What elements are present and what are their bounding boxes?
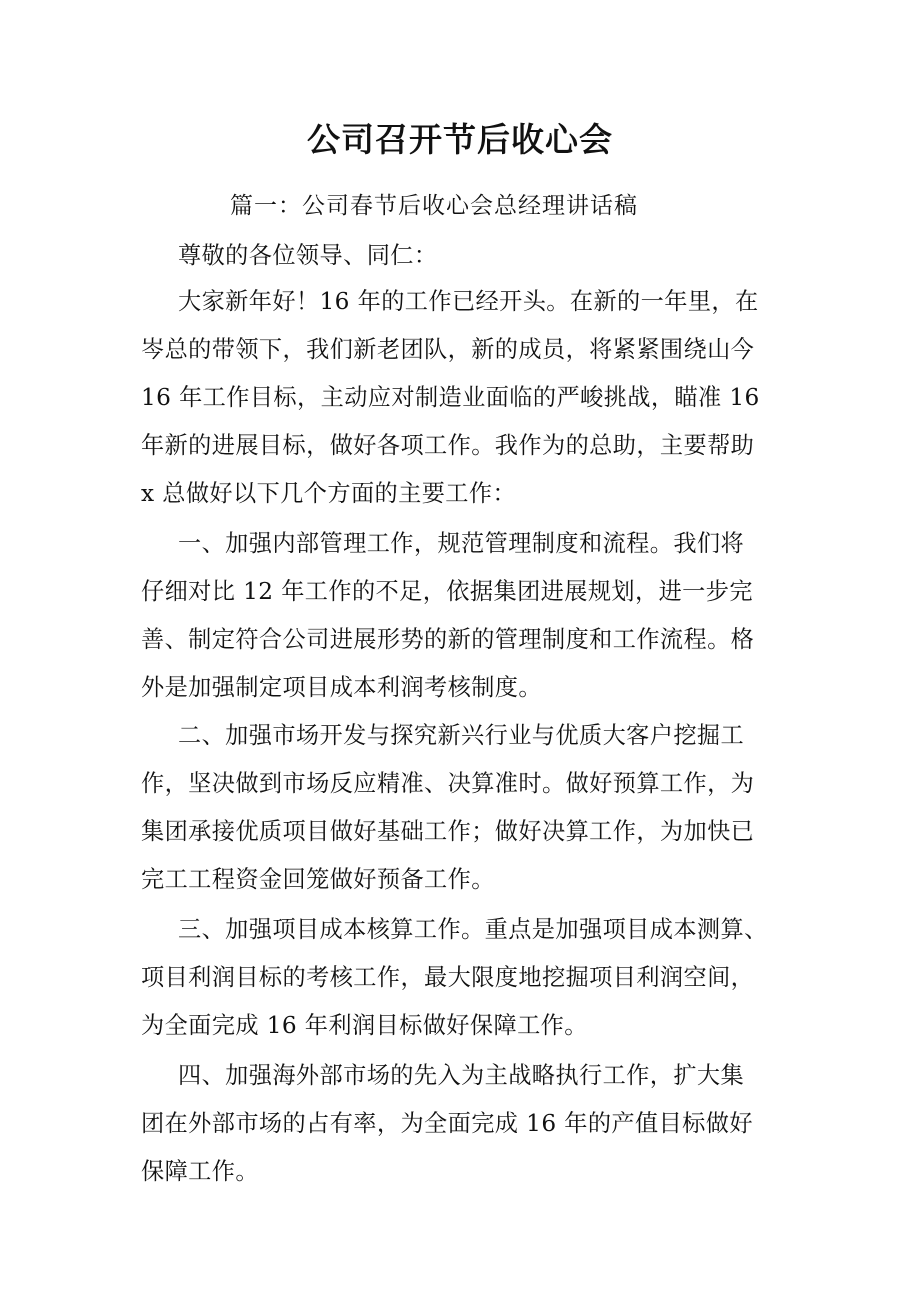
- paragraph-line: 团在外部市场的占有率，为全面完成 16 年的产值目标做好: [141, 1110, 753, 1137]
- paragraph-line: 16 年工作目标，主动应对制造业面临的严峻挑战，瞄准 16: [141, 384, 760, 411]
- paragraph-line: 为全面完成 16 年利润目标做好保障工作。: [141, 1012, 588, 1039]
- paragraph-line: 项目利润目标的考核工作，最大限度地挖掘项目利润空间，: [141, 964, 755, 991]
- paragraph-line: 保障工作。: [141, 1158, 259, 1185]
- paragraph-line: 大家新年好！16 年的工作已经开头。在新的一年里，在: [178, 288, 759, 315]
- paragraph-line: 外是加强制定项目成本利润考核制度。: [141, 674, 542, 701]
- paragraph-line: 尊敬的各位领导、同仁：: [178, 242, 438, 269]
- document-title: 公司召开节后收心会: [307, 120, 613, 159]
- paragraph-line: 集团承接优质项目做好基础工作；做好决算工作，为加快已: [141, 818, 755, 845]
- paragraph-line: 四、加强海外部市场的先入为主战略执行工作，扩大集: [178, 1062, 745, 1089]
- paragraph-line: 善、制定符合公司进展形势的新的管理制度和工作流程。格: [141, 626, 755, 653]
- document-subtitle: 篇一：公司春节后收心会总经理讲话稿: [230, 193, 638, 219]
- paragraph-line: 二、加强市场开发与探究新兴行业与优质大客户挖掘工: [178, 722, 745, 749]
- paragraph-line: 作，坚决做到市场反应精准、决算准时。做好预算工作，为: [141, 770, 755, 797]
- paragraph-line: x 总做好以下几个方面的主要工作：: [141, 480, 517, 507]
- paragraph-line: 三、加强项目成本核算工作。重点是加强项目成本测算、: [178, 916, 768, 943]
- paragraph-line: 一、加强内部管理工作，规范管理制度和流程。我们将: [178, 530, 745, 557]
- paragraph-line: 完工工程资金回笼做好预备工作。: [141, 866, 495, 893]
- paragraph-line: 仔细对比 12 年工作的不足，依据集团进展规划，进一步完: [141, 578, 753, 605]
- paragraph-line: 年新的进展目标，做好各项工作。我作为的总助，主要帮助: [141, 432, 755, 459]
- paragraph-line: 岑总的带领下，我们新老团队，新的成员，将紧紧围绕山今: [141, 336, 755, 363]
